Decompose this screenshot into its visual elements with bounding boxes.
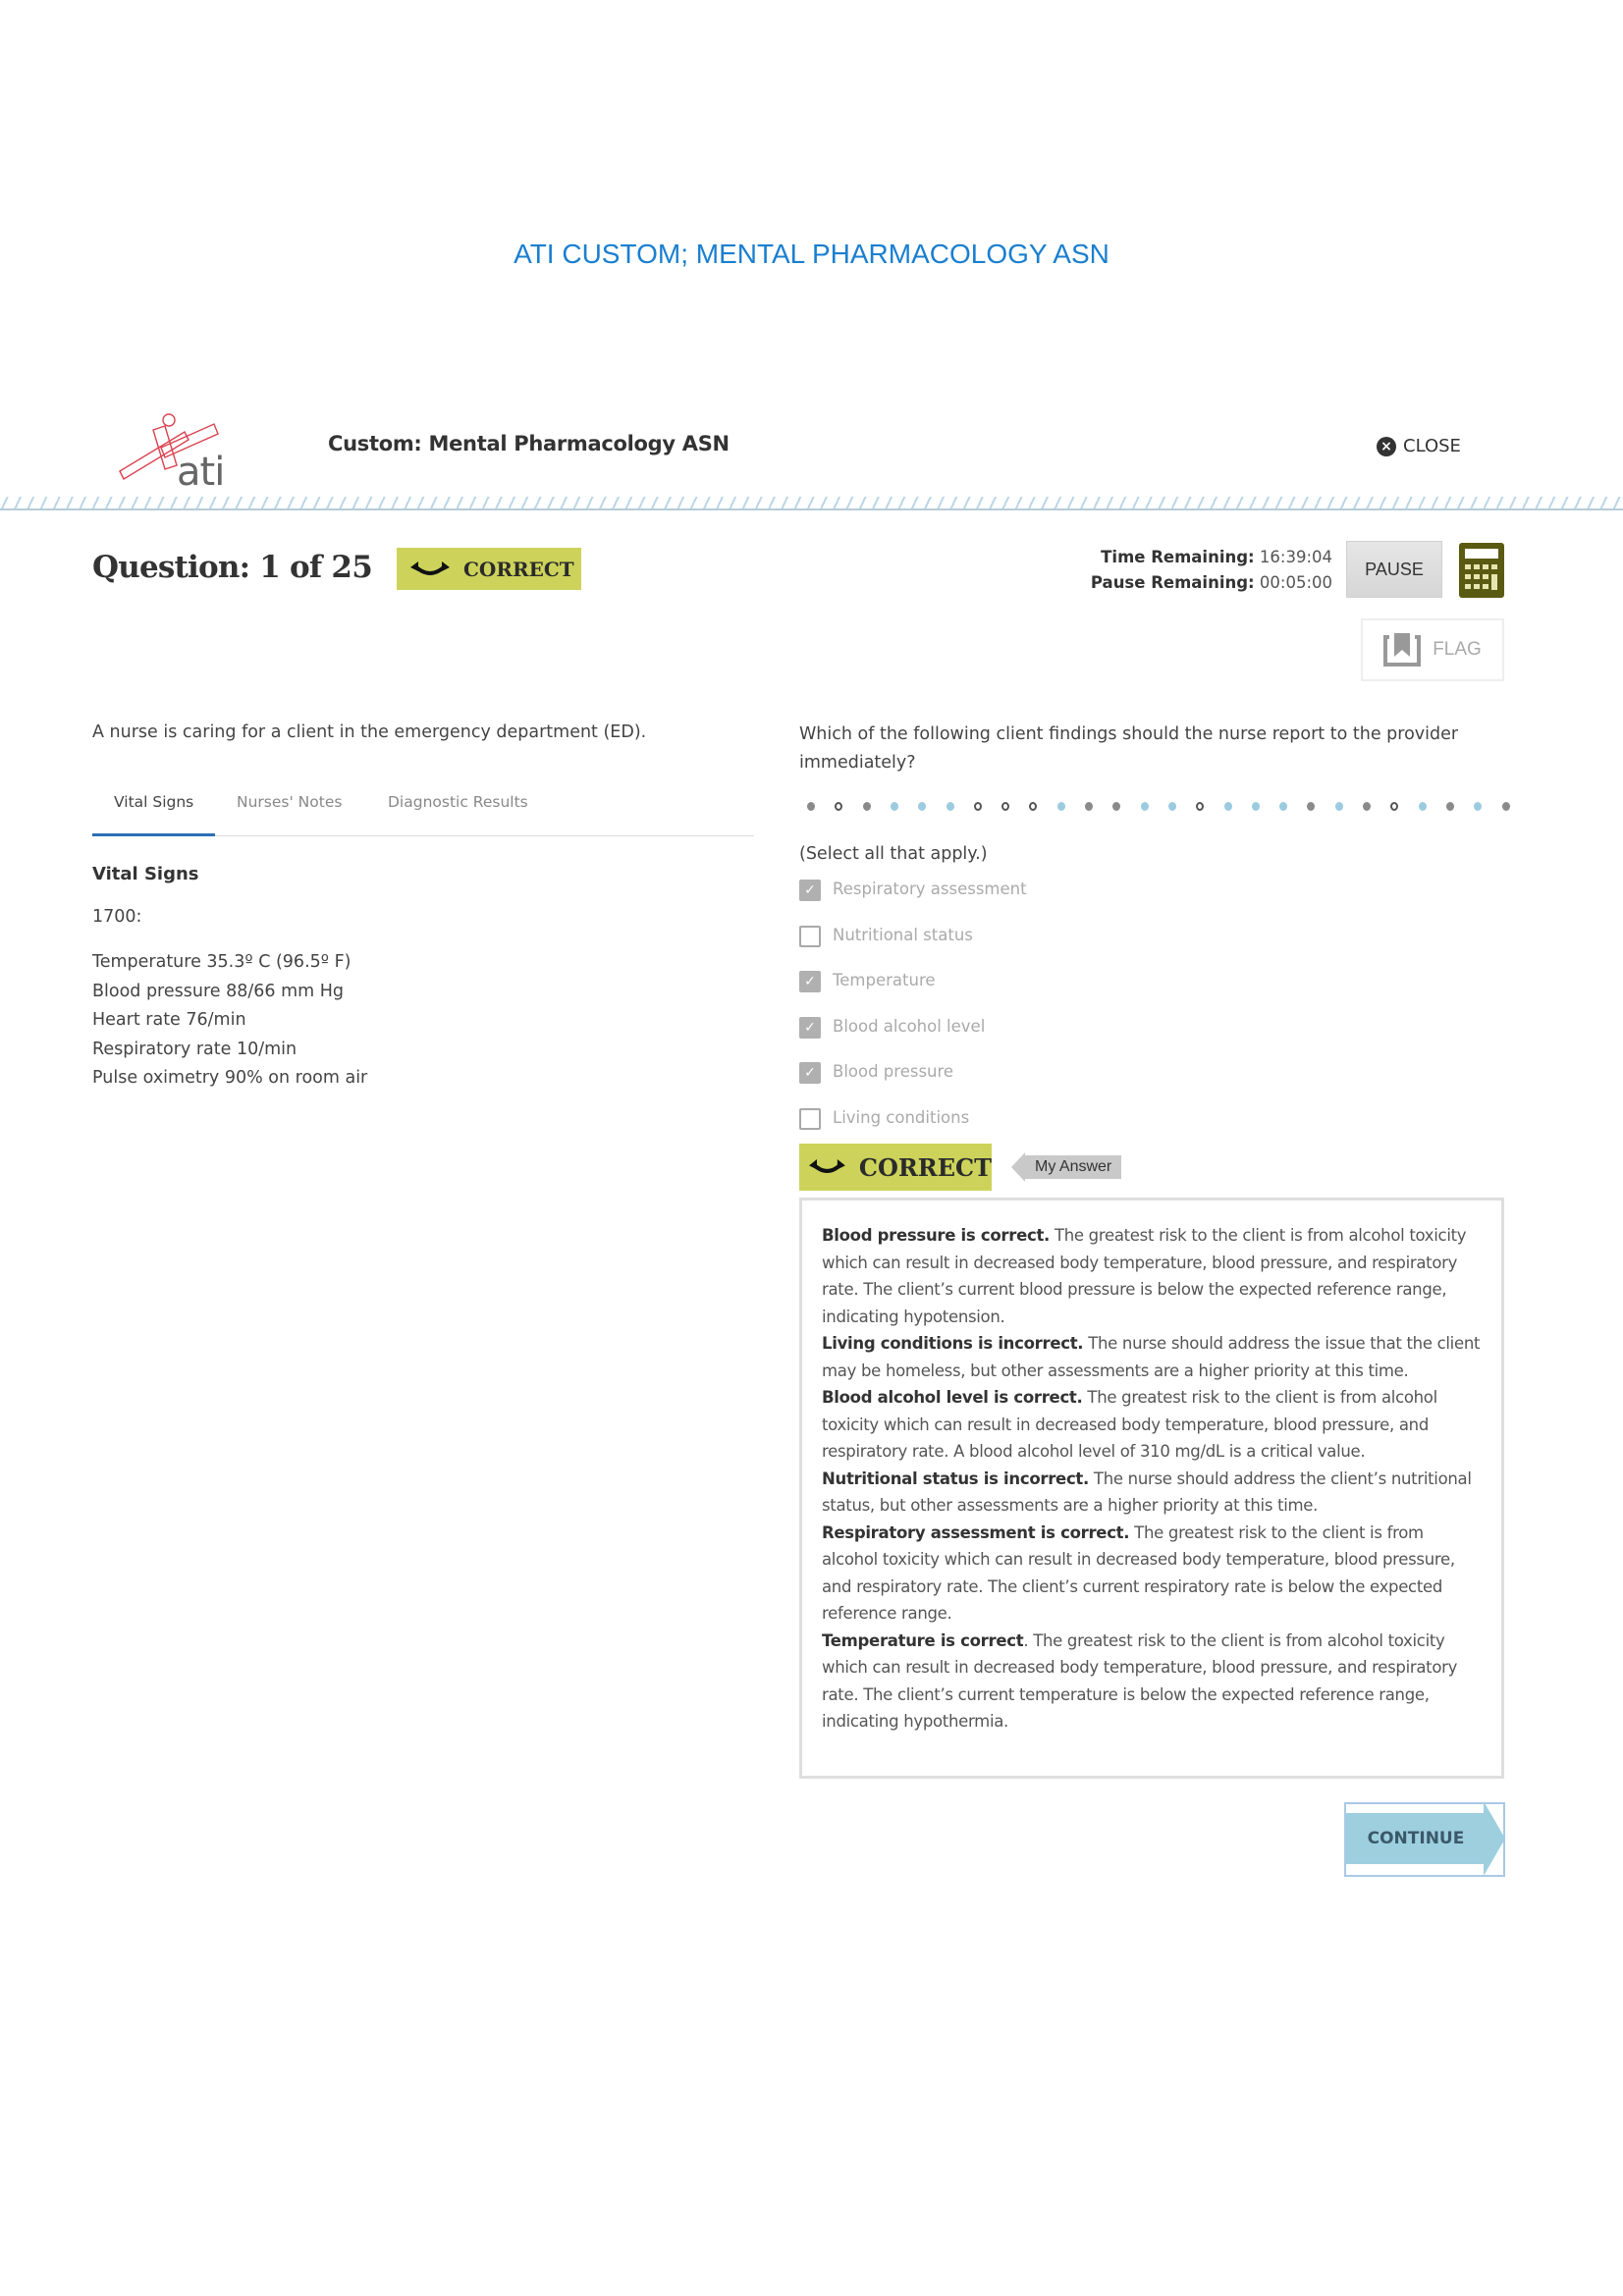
status-badge-label: CORRECT xyxy=(463,557,574,581)
progress-dot[interactable] xyxy=(1363,802,1371,811)
answer-options xyxy=(799,880,1027,1153)
header-divider xyxy=(0,497,1623,510)
checkbox[interactable] xyxy=(799,1108,821,1130)
progress-dot[interactable] xyxy=(1029,802,1037,811)
active-tab-indicator xyxy=(92,833,215,836)
option-label: Nutritional status xyxy=(833,925,973,944)
progress-dot[interactable] xyxy=(1474,802,1482,811)
calculator-icon[interactable] xyxy=(1459,543,1504,598)
swap-arrows-icon xyxy=(809,1155,845,1179)
document-title: ATI CUSTOM; MENTAL PHARMACOLOGY ASN xyxy=(514,239,1109,269)
bookmark-icon xyxy=(1383,633,1421,667)
checkbox[interactable]: ✓ xyxy=(799,880,821,901)
progress-dot[interactable] xyxy=(1196,802,1204,811)
ati-logo xyxy=(116,410,253,489)
pause-button[interactable]: PAUSE xyxy=(1346,541,1442,598)
rationale-lead: Nutritional status is incorrect. xyxy=(822,1468,1089,1488)
rationale-text: The greatest risk to the client is from alcohol toxicity which can result in decreased body temperature, blood pressure, and respiratory rate. The client’s current blood pressure is below the expected reference range, indicating hypotension. xyxy=(822,1226,1467,1326)
option-label: Respiratory assessment xyxy=(833,880,1027,898)
question-text: Which of the following client findings should the nurse report to the provider immediately? xyxy=(799,724,1459,773)
rationale-item xyxy=(822,1330,1482,1384)
option-temperature[interactable] xyxy=(799,971,1027,1017)
option-label: Temperature xyxy=(833,971,936,989)
progress-dot[interactable] xyxy=(1168,802,1176,811)
progress-dot[interactable] xyxy=(1502,802,1510,811)
rationale-text: The nurse should address the client’s nutritional status, but other assessments are a higher priority at this time. xyxy=(822,1468,1472,1515)
flag-label: FLAG xyxy=(1433,639,1482,660)
pause-remaining-value: 00:05:00 xyxy=(1259,573,1332,592)
rationale-text: The greatest risk to the client is from alcohol toxicity which can result in decreased body temperature, blood pressure, and respiratory rate. A blood alcohol level of 310 mg/dL is a critical value. xyxy=(822,1388,1437,1461)
tab-nurses-notes[interactable]: Nurses' Notes xyxy=(237,793,343,811)
rationale-item xyxy=(822,1520,1482,1628)
status-badge xyxy=(397,548,581,590)
progress-dot[interactable] xyxy=(918,802,926,811)
vital-blood-pressure: Blood pressure 88/66 mm Hg xyxy=(92,981,345,1001)
vital-pulse-oximetry: Pulse oximetry 90% on room air xyxy=(92,1068,368,1088)
progress-dot[interactable] xyxy=(1335,802,1343,811)
progress-dot[interactable] xyxy=(1057,802,1065,811)
rationale-item xyxy=(822,1384,1482,1466)
close-button[interactable] xyxy=(1377,436,1461,456)
continue-label: CONTINUE xyxy=(1367,1829,1465,1848)
progress-dot[interactable] xyxy=(863,802,871,811)
rationale-text: The greatest risk to the client is from alcohol toxicity which can result in decreased body temperature, blood pressure, and respiratory rate. The client’s current respiratory rate is below the expected reference range. xyxy=(822,1522,1455,1623)
option-blood-alcohol-level[interactable] xyxy=(799,1017,1027,1063)
progress-dot[interactable] xyxy=(1307,802,1315,811)
my-answer-tag xyxy=(1011,1152,1121,1182)
select-hint: (Select all that apply.) xyxy=(799,844,988,864)
rationale-lead: Temperature is correct xyxy=(822,1630,1024,1650)
progress-dot[interactable] xyxy=(947,802,954,811)
option-label: Blood pressure xyxy=(833,1062,954,1081)
progress-dot[interactable] xyxy=(1390,802,1398,811)
tab-vital-signs[interactable]: Vital Signs xyxy=(114,793,194,811)
rationale-lead: Blood alcohol level is correct. xyxy=(822,1388,1083,1407)
vitals-list xyxy=(92,948,367,1094)
vital-respiratory-rate: Respiratory rate 10/min xyxy=(92,1039,298,1059)
option-label: Living conditions xyxy=(833,1107,970,1127)
rationale-lead: Respiratory assessment is correct. xyxy=(822,1522,1130,1542)
rationale-box xyxy=(799,1198,1504,1779)
progress-dot[interactable] xyxy=(807,802,815,811)
option-label: Blood alcohol level xyxy=(833,1016,986,1036)
result-badge xyxy=(799,1144,992,1191)
vital-heart-rate: Heart rate 76/min xyxy=(92,1010,246,1030)
progress-dot[interactable] xyxy=(1279,802,1287,811)
progress-dot[interactable] xyxy=(1224,802,1232,811)
my-answer-label: My Answer xyxy=(1025,1155,1121,1179)
close-label: CLOSE xyxy=(1403,436,1461,456)
tab-diagnostic-results[interactable]: Diagnostic Results xyxy=(388,793,528,811)
svg-text:ati: ati xyxy=(177,450,225,489)
rationale-text: . The greatest risk to the client is from alcohol toxicity which can result in decreased body temperature, blood pressure, and respiratory rate. The client’s current temperature is below the expected reference range, indicating hypothermia. xyxy=(822,1630,1458,1731)
progress-dot[interactable] xyxy=(891,802,898,811)
scenario-text: A nurse is caring for a client in the emergency department (ED). xyxy=(92,722,647,742)
progress-dot[interactable] xyxy=(1112,802,1120,811)
close-circle-icon: × xyxy=(1377,437,1396,456)
vital-temperature: Temperature 35.3º C (96.5º F) xyxy=(92,952,352,972)
progress-dot[interactable] xyxy=(974,802,982,811)
checkbox[interactable]: ✓ xyxy=(799,1062,821,1084)
rationale-item xyxy=(822,1222,1482,1330)
progress-dot[interactable] xyxy=(1419,802,1427,811)
checkbox[interactable]: ✓ xyxy=(799,1017,821,1039)
flag-button[interactable] xyxy=(1361,618,1504,681)
rationale-item xyxy=(822,1628,1482,1735)
pause-remaining-label: Pause Remaining: xyxy=(1090,573,1255,592)
rationale-item xyxy=(822,1466,1482,1520)
continue-button[interactable] xyxy=(1344,1799,1507,1878)
checkbox[interactable]: ✓ xyxy=(799,971,821,992)
progress-dot[interactable] xyxy=(1446,802,1454,811)
section-heading: Vital Signs xyxy=(92,864,199,884)
rationale-lead: Blood pressure is correct. xyxy=(822,1226,1050,1245)
checkbox[interactable] xyxy=(799,926,821,947)
progress-dots xyxy=(807,802,1514,814)
app-title: Custom: Mental Pharmacology ASN xyxy=(328,432,730,455)
progress-dot[interactable] xyxy=(835,802,842,811)
option-blood-pressure[interactable] xyxy=(799,1062,1027,1108)
option-respiratory-assessment[interactable] xyxy=(799,880,1027,926)
arrow-left-icon xyxy=(1011,1152,1025,1182)
swap-arrows-icon xyxy=(410,560,450,579)
result-badge-label: CORRECT xyxy=(858,1152,992,1182)
rationale-lead: Living conditions is incorrect. xyxy=(822,1334,1084,1353)
progress-dot[interactable] xyxy=(1085,802,1093,811)
time-remaining-value: 16:39:04 xyxy=(1259,548,1332,566)
rationale-text: The nurse should address the issue that the client may be homeless, but other assessments are a higher priority at this time. xyxy=(822,1334,1481,1380)
chart-tabs xyxy=(92,785,754,836)
option-nutritional-status[interactable] xyxy=(799,926,1027,972)
time-remaining-label: Time Remaining: xyxy=(1101,548,1255,566)
timers xyxy=(1091,545,1332,596)
progress-dot[interactable] xyxy=(1001,802,1009,811)
vitals-time: 1700: xyxy=(92,907,142,927)
question-counter: Question: 1 of 25 xyxy=(92,550,372,585)
progress-dot[interactable] xyxy=(1252,802,1260,811)
progress-dot[interactable] xyxy=(1141,802,1149,811)
